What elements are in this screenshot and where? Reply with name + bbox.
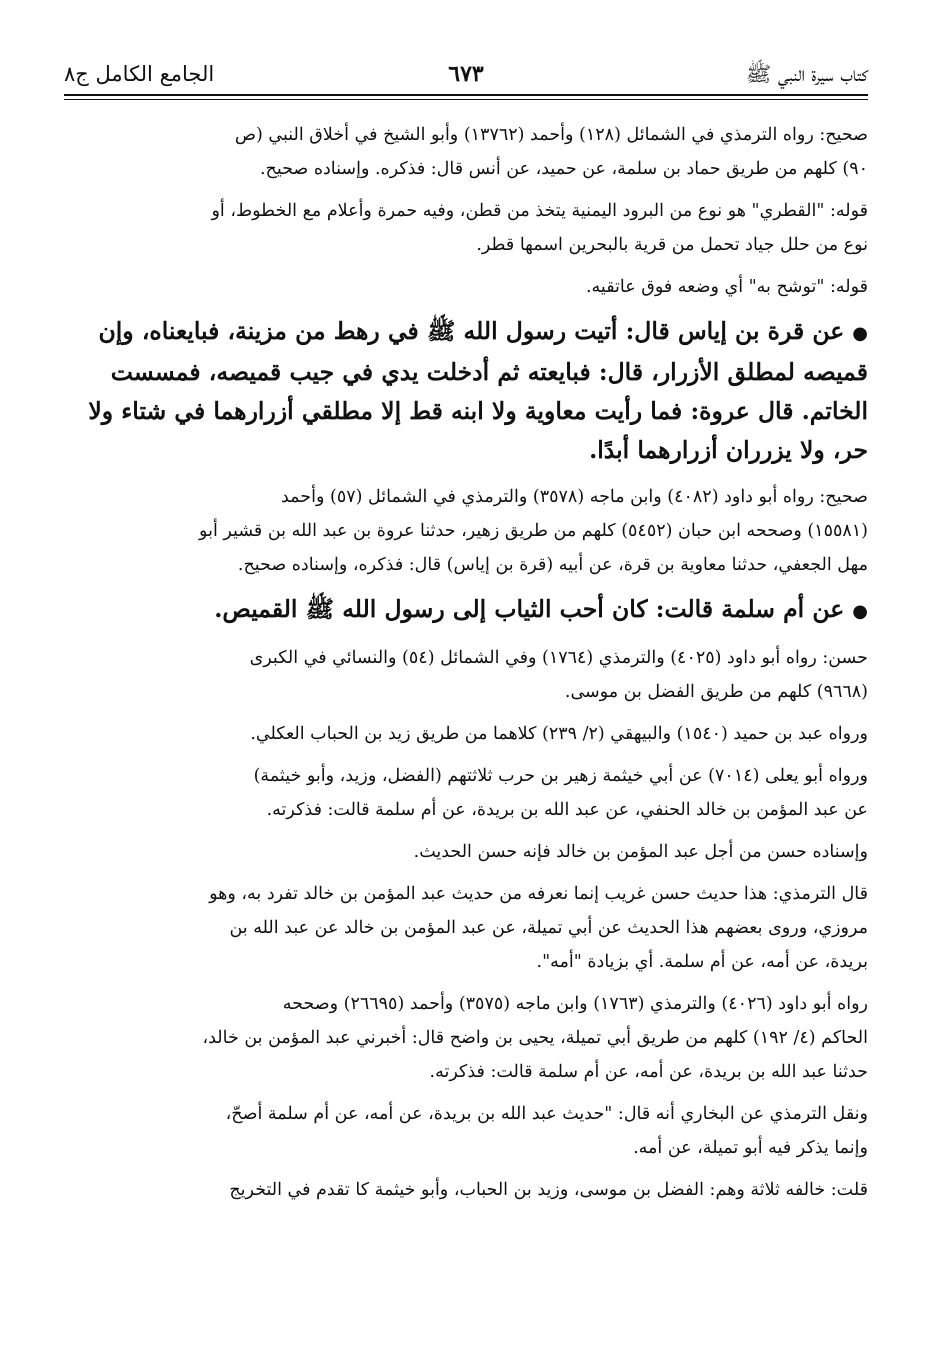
header-rule-thick	[64, 94, 868, 96]
hadith-body: عن أم سلمة قالت: كان أحب الثياب إلى رسول الله ﷺ القميص.	[214, 595, 845, 623]
hadith-body: عن قرة بن إياس قال: أتيت رسول الله ﷺ في رهط من مزينة، فبايعناه، وإن قميصه لمطلق الأزرار، قال: فبايعته ثم أدخلت يدي في جيب قميصه، فمسست الخاتم. قال عروة: فما رأيت معاوية ولا ابنه قط إلا مطلقي أزرارهما في شتاء ولا حر، ولا يزرران أزرارهما أبدًا.	[88, 317, 868, 464]
hadith-text	[64, 312, 868, 470]
header-rule-thin	[64, 99, 868, 100]
takhrij-note: ورواه أبو يعلى (٧٠١٤) عن أبي خيثمة زهير بن حرب ثلاثتهم (الفضل، وزيد، وأبو خيثمة) عن عبد المؤمن بن خالد الحنفي، عن عبد الله بن بريدة، عن أم سلمة قالت: فذكرته.	[253, 766, 868, 820]
explanation-note: قوله: "القطري" هو نوع من البرود اليمنية يتخذ من قطن، وفيه حمرة وأعلام مع الخطوط، أو نوع من حلل جياد تحمل من قرية بالبحرين اسمها قطر.	[211, 201, 868, 255]
explanation-note: قوله: "توشح به" أي وضعه فوق عاتقيه.	[585, 277, 868, 297]
takhrij-note: ورواه عبد بن حميد (١٥٤٠) والبيهقي (٢/ ٢٣٩) كلاهما من طريق زيد بن الحباب العكلي.	[250, 724, 868, 744]
author-comment: قلت: خالفه ثلاثة وهم: الفضل بن موسى، وزيد بن الحباب، وأبو خيثمة كا تقدم في التخريج	[229, 1180, 868, 1200]
bullet-icon: ●	[852, 601, 868, 622]
volume-title: الجامع الكامل ج٨	[64, 62, 215, 86]
book-title: كتاب سيرة النبي ﷺ	[745, 62, 868, 86]
takhrij-note: رواه أبو داود (٤٠٢٦) والترمذي (١٧٦٣) وابن ماجه (٣٥٧٥) وأحمد (٢٦٦٩٥) وصححه الحاكم (٤/ ١٩٢) كلهم من طريق أبي تميلة، يحيى بن واضح قال: أخبرني عبد المؤمن بن خالد، حدثنا عبد الله بن بريدة، عن أمه، عن أم سلمة قالت: فذكرته.	[202, 994, 868, 1082]
tirmidhi-note: قال الترمذي: هذا حديث حسن غريب إنما نعرفه من حديث عبد المؤمن بن خالد تفرد به، وهو مروزي، وروى بعضهم هذا الحديث عن أبي تميلة، عن عبد المؤمن بن خالد عن عبد الله بن بريدة، عن أمه، عن أم سلمة. أي بزيادة "أمه".	[209, 884, 868, 972]
takhrij-note: صحيح: رواه الترمذي في الشمائل (١٢٨) وأحمد (١٣٧٦٢) وأبو الشيخ في أخلاق النبي (ص ٩٠) كلهم من طريق حماد بن سلمة، عن حميد، عن أنس قال: فذكره. وإسناده صحيح.	[234, 125, 868, 179]
page-body	[64, 118, 868, 1215]
page-number: ٦٧٣	[448, 61, 484, 87]
isnad-note: وإسناده حسن من أجل عبد المؤمن بن خالد فإنه حسن الحديث.	[413, 842, 868, 862]
takhrij-note: حسن: رواه أبو داود (٤٠٢٥) والترمذي (١٧٦٤) وفي الشمائل (٥٤) والنسائي في الكبرى (٩٦٦٨) كلهم من طريق الفضل بن موسى.	[249, 648, 868, 702]
bullet-icon: ●	[852, 323, 868, 344]
takhrij-note: صحيح: رواه أبو داود (٤٠٨٢) وابن ماجه (٣٥٧٨) والترمذي في الشمائل (٥٧) وأحمد (١٥٥٨١) وصححه ابن حبان (٥٤٥٢) كلهم من طريق زهير، حدثنا عروة بن عبد الله بن قشير أبو مهل الجعفي، حدثنا معاوية بن قرة، عن أبيه (قرة بن إياس) قال: فذكره، وإسناده صحيح.	[199, 487, 868, 575]
bukhari-note: ونقل الترمذي عن البخاري أنه قال: "حديث عبد الله بن بريدة، عن أمه، عن أم سلمة أصحّ، وإنما يذكر فيه أبو تميلة، عن أمه.	[225, 1104, 868, 1158]
hadith-text	[64, 590, 868, 631]
